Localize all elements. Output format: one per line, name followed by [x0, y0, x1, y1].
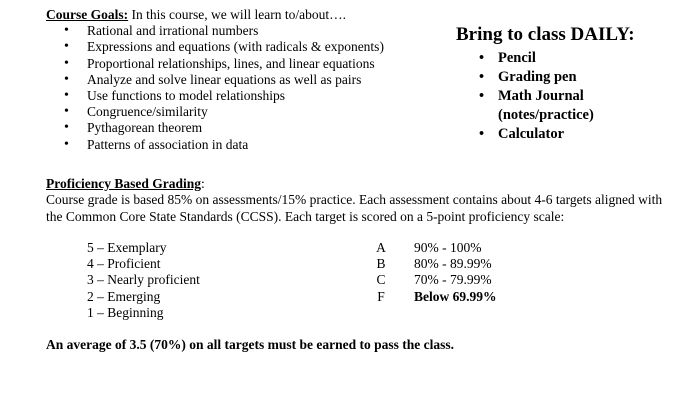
supply-item-note: (notes/practice) — [498, 107, 594, 123]
grade-ranges — [414, 240, 497, 305]
grade-range: 70% - 79.99% — [414, 272, 492, 288]
scale-level: 3 – Nearly proficient — [87, 272, 200, 288]
letter-grade: C — [376, 272, 386, 288]
grading-description: Course grade is based 85% on assessments/15% practice. Each assessment contains about 4-6 targets aligned with the Common Core State Standards (CCSS). Each target is scored on a 5-point proficiency scale: — [46, 192, 663, 224]
letter-grade: B — [376, 256, 386, 272]
supply-item: • Calculator — [456, 125, 635, 144]
supply-item: • Math Journal — [456, 87, 635, 106]
course-goals-list — [46, 23, 384, 153]
supply-item: • Grading pen — [456, 68, 635, 87]
letter-grades — [374, 240, 388, 305]
grade-range: 90% - 100% — [414, 240, 482, 255]
goal-item: • Analyze and solve linear equations as well as pairs — [46, 72, 384, 88]
scale-level: 5 – Exemplary — [87, 240, 167, 255]
course-goals-section — [46, 7, 384, 153]
goal-item: • Rational and irrational numbers — [46, 23, 384, 39]
supplies-list — [456, 49, 635, 144]
course-goals-heading — [46, 7, 384, 23]
scale-level: 2 – Emerging — [87, 288, 161, 304]
proficiency-scale — [87, 240, 200, 321]
course-goals-intro: In this course, we will learn to/about…. — [128, 7, 346, 22]
grading-title: Proficiency Based Grading — [46, 176, 201, 191]
course-goals-title: Course Goals: — [46, 7, 129, 22]
goal-item: • Patterns of association in data — [46, 137, 384, 153]
goal-item: • Pythagorean theorem — [46, 120, 384, 136]
supply-item: • Pencil — [456, 49, 635, 68]
grading-title-colon: : — [201, 176, 205, 191]
grade-range: 80% - 89.99% — [414, 256, 492, 272]
letter-grade: F — [377, 288, 385, 304]
supplies-title: Bring to class DAILY: — [456, 24, 635, 45]
scale-level: 4 – Proficient — [87, 256, 161, 272]
grade-range: Below 69.99% — [414, 288, 497, 304]
letter-grade: A — [376, 240, 386, 255]
goal-item: • Proportional relationships, lines, and linear equations — [46, 56, 384, 72]
goal-item: • Expressions and equations (with radicals & exponents) — [46, 39, 384, 55]
goal-item: • Use functions to model relationships — [46, 88, 384, 104]
scale-level: 1 – Beginning — [87, 304, 164, 320]
supplies-section — [456, 24, 635, 144]
grading-section — [46, 176, 666, 225]
pass-requirement-note: An average of 3.5 (70%) on all targets must be earned to pass the class. — [46, 337, 454, 352]
goal-item: • Congruence/similarity — [46, 104, 384, 120]
grading-heading — [46, 176, 666, 192]
